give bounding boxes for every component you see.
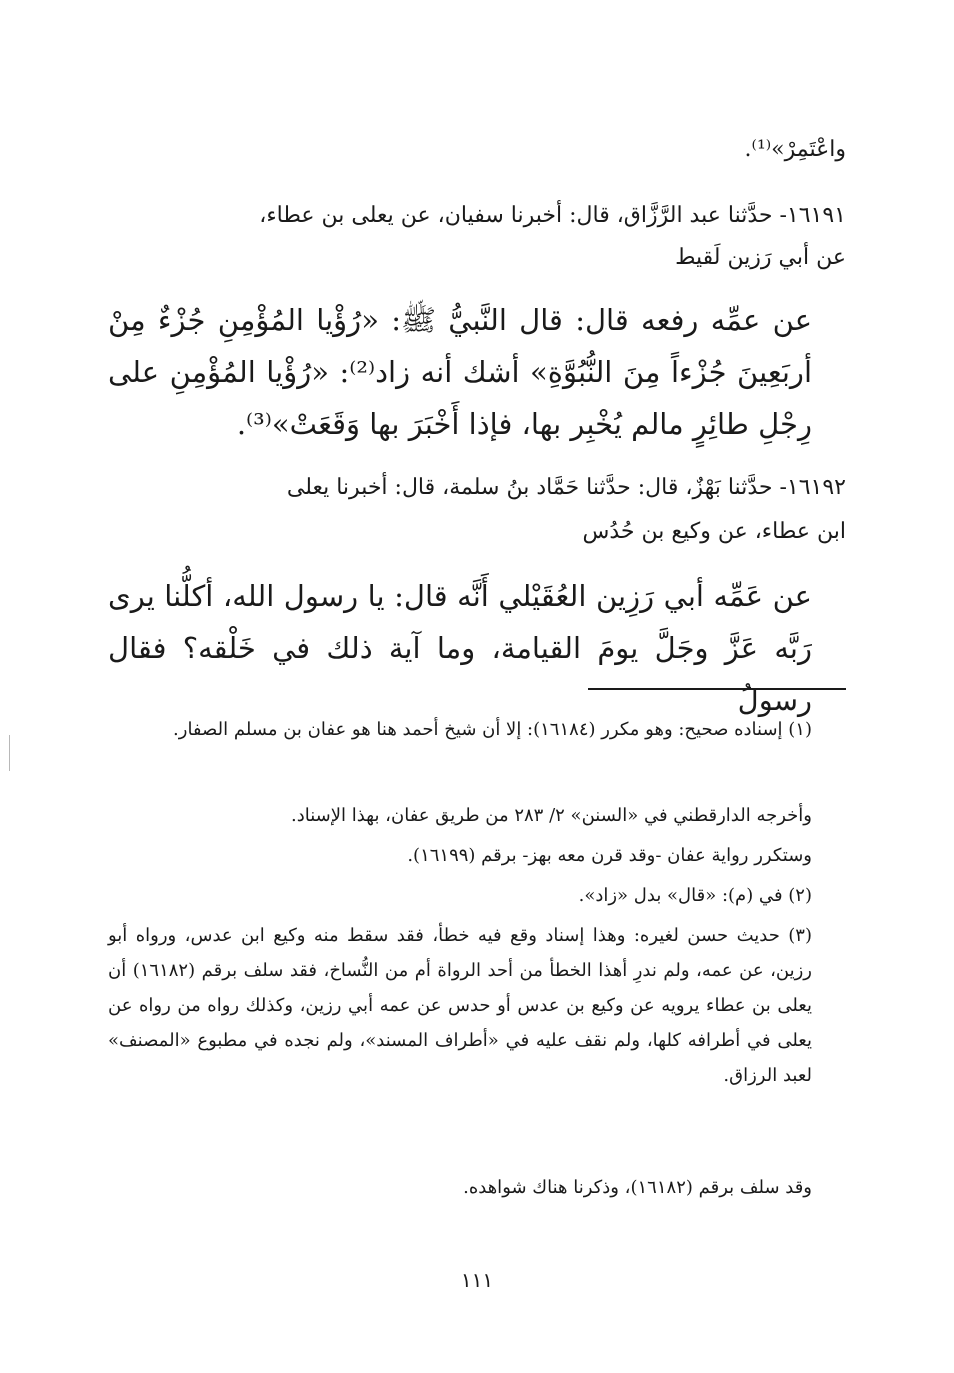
footnote-1-main: (١) إسناده صحيح: وهو مكرر (١٦١٨٤): إلا أن شيخ أحمد هنا هو عفان بن مسلم الصفار. [173,719,812,740]
hadith-16192-text: عن عَمِّه أبي رَزِين العُقَيْلي أَنَّه قال: يا رسول الله، أكلُّنا يرى رَبَّه عَزَّ وجَلَّ يومَ القيامة، وما آية ذلك في خَلْقه؟ فقال رسولُ [108,579,812,717]
page-number: ١١١ [460,1268,494,1292]
footnote-1-takhrij: وأخرجه الدارقطني في «السنن» ٢/ ٢٨٣ من طريق عفان، بهذا الإسناد. [290,805,812,826]
hadith-16192-chain-line-1: ١٦١٩٢- حدَّثنا بَهْزٌ، قال: حدَّثنا حَمَّاد بنُ سلمة، قال: أخبرنا يعلى [286,475,846,500]
hadith-16191-chain-line-1: ١٦١٩١- حدَّثنا عبد الرَّزَّاق، قال: أخبرنا سفيان، عن يعلى بن عطاء، [259,203,846,228]
hadith-16191-chain-line-2: عن أبي رَزين لَقيط [675,245,846,270]
hadith-16191-text: عن عمِّه رفعه قال: قال النَّبيُّ ﷺ: «رُؤْيا المُؤْمِنِ جُزْءٌ مِنْ أربَعِينَ جُزْءاً مِنَ النُّبُوَّةِ» أشك أنه زاد⁽²⁾: «رُؤْيا المُؤْمِنِ على رِجْلِ طائِرٍ مالم يُخْبِر بها، فإذا أَخْبَرَ بها وَقَعَتْ»⁽³⁾. [108,303,812,441]
footnote-3-cross-reference: وقد سلف برقم (١٦١٨٢)، وذكرنا هناك شواهده. [463,1177,812,1198]
margin-mark [9,735,10,771]
footnote-1-cross-reference: وستكرر رواية عفان -وقد قرن معه بهز- برقم (١٦١٩٩). [407,845,812,866]
footnote-2: (٢) في (م): «قال» بدل «زاد». [578,885,812,906]
footnote-separator [588,688,846,690]
footnote-3-main: (٣) حديث حسن لغيره: وهذا إسناد وقع فيه خطأ، فقد سقط منه وكيع ابن عدس، ورواه أبو رزين، عن عمه، ولم ندرِ أهذا الخطأ من أحد الرواة أم من النُّساخ، فقد سلف برقم (١٦١٨٢) أن يعلى بن عطاء يرويه عن وكيع بن عدس أو حدس عن عمه أبي رزين، وكذلك رواه من رواه عن يعلى في أطرافه كلها، ولم نقف عليه في «أطراف المسند»، ولم نجده في مطبوع «المصنف» لعبد الرزاق. [108,925,812,1086]
opening-fragment: واعْتَمِرْ»⁽¹⁾. [744,137,846,162]
hadith-16192-chain-line-2: ابن عطاء، عن وكيع بن حُدُس [582,519,846,544]
